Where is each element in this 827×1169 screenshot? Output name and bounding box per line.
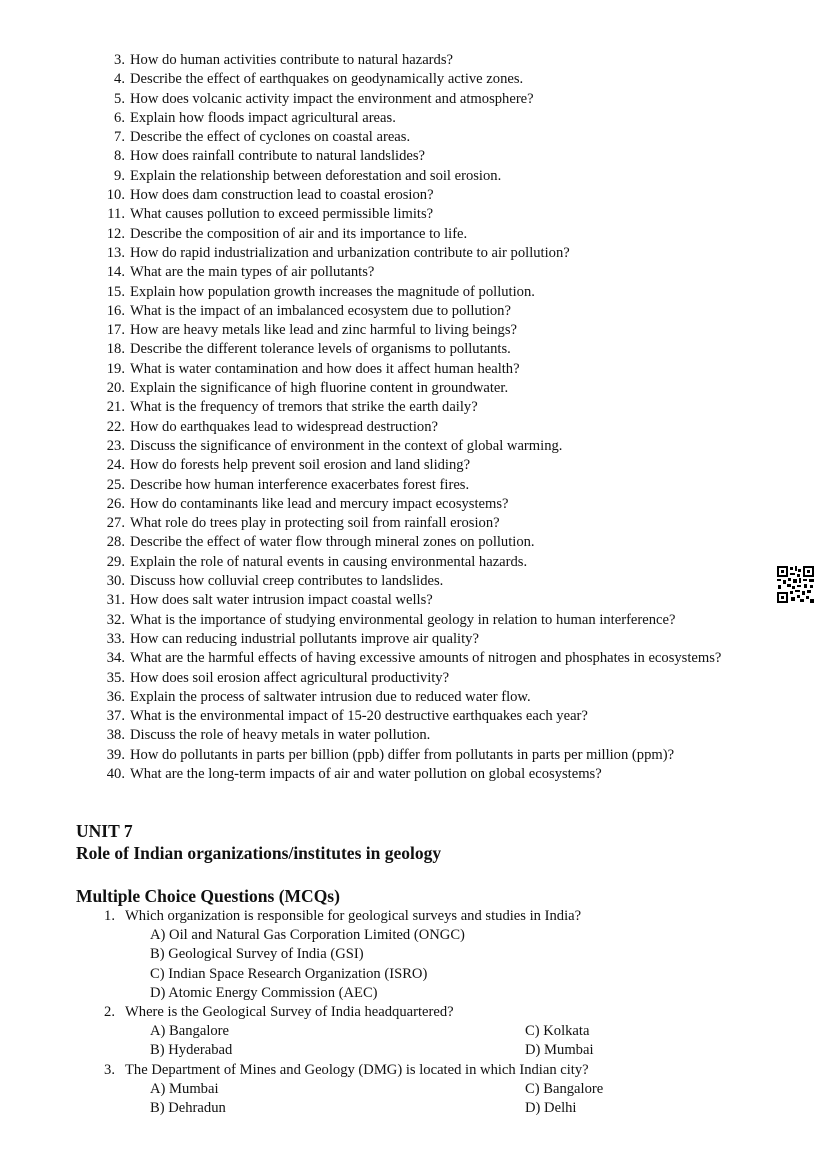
mcq-option: B) Geological Survey of India (GSI) [150,946,364,963]
question-text: How does soil erosion affect agricultural productivity? [130,669,450,686]
question-number: 19. [106,360,125,377]
mcq-number: 3. [104,1061,115,1078]
qr-code-icon [776,565,815,604]
question-number: 13. [106,244,125,261]
question-number: 23. [106,437,125,454]
mcq-option: B) Hyderabad [150,1042,233,1059]
question-item [94,186,794,205]
question-number: 26. [106,495,125,512]
question-number: 16. [106,302,125,319]
mcq-option: D) Delhi [525,1100,577,1117]
question-item [94,533,794,552]
question-number: 6. [114,109,125,126]
mcq-option: C) Indian Space Research Organization (ISRO) [150,965,428,982]
question-text: Explain the relationship between deforestation and soil erosion. [130,167,502,184]
question-text: What is water contamination and how does it affect human health? [130,360,520,377]
question-number: 4. [114,71,125,88]
question-item [94,283,794,302]
question-text: What is the impact of an imbalanced ecosystem due to pollution? [130,302,511,319]
mcq-number: 1. [104,908,115,924]
mcq-question: Which organization is responsible for geological surveys and studies in India? [125,908,582,924]
question-number: 29. [106,553,125,570]
question-number: 8. [114,148,125,165]
question-text: How are heavy metals like lead and zinc harmful to living beings? [130,322,518,339]
question-text: What are the harmful effects of having excessive amounts of nitrogen and phosphates in ecosystems? [130,650,722,667]
question-number: 3. [114,52,125,68]
question-item [94,225,794,244]
question-number: 24. [106,457,125,474]
question-text: Describe the composition of air and its importance to life. [130,225,468,242]
question-text: How do contaminants like lead and mercury impact ecosystems? [130,495,509,512]
question-text: Describe the effect of earthquakes on geodynamically active zones. [130,71,524,88]
question-text: How do forests help prevent soil erosion and land sliding? [130,457,471,474]
question-text: How do human activities contribute to natural hazards? [130,52,453,68]
question-item [94,456,794,475]
question-item [94,360,794,379]
question-text: Discuss how colluvial creep contributes to landslides. [130,573,444,590]
question-item [94,707,794,726]
mcq-question: Where is the Geological Survey of India headquartered? [125,1004,454,1021]
question-number: 11. [107,206,125,223]
question-item [94,205,794,224]
question-item [94,591,794,610]
question-number: 9. [114,167,125,184]
mcq-heading: Multiple Choice Questions (MCQs) [76,886,340,906]
mcq-option: C) Bangalore [525,1080,604,1097]
unit-subtitle: Role of Indian organizations/institutes in geology [76,843,442,863]
mcq-question: The Department of Mines and Geology (DMG) is located in which Indian city? [125,1061,589,1078]
question-item [94,90,794,109]
question-number: 33. [106,630,125,647]
question-text: Explain the significance of high fluorine content in groundwater. [130,380,509,397]
question-item [94,244,794,263]
question-item [94,669,794,688]
question-number: 5. [114,90,125,107]
mcq-item [94,907,794,1003]
question-item [94,611,794,630]
question-item [94,379,794,398]
question-number: 10. [106,187,125,204]
mcq-option: A) Oil and Natural Gas Corporation Limited (ONGC) [150,927,465,944]
question-number: 12. [106,225,125,242]
question-item [94,437,794,456]
question-text: Discuss the role of heavy metals in water pollution. [130,727,431,744]
question-number: 37. [106,708,125,725]
question-text: How do rapid industrialization and urbanization contribute to air pollution? [130,244,570,261]
question-item [94,726,794,745]
question-number: 27. [106,515,125,532]
unit-header [76,820,441,864]
question-text: What is the importance of studying environmental geology in relation to human interference? [130,611,676,628]
question-number: 38. [106,727,125,744]
mcq-option: A) Mumbai [150,1080,219,1097]
question-item [94,630,794,649]
mcq-option: D) Atomic Energy Commission (AEC) [150,984,378,1001]
question-item [94,514,794,533]
question-text: Describe the effect of water flow through mineral zones on pollution. [130,534,535,551]
question-text: Explain how floods impact agricultural areas. [130,109,396,126]
question-item [94,51,794,70]
question-item [94,553,794,572]
question-number: 21. [106,399,125,416]
question-number: 40. [106,765,125,782]
question-item [94,495,794,514]
question-text: Discuss the significance of environment in the context of global warming. [130,437,563,454]
question-number: 28. [106,534,125,551]
mcq-list [94,907,794,1118]
question-number: 17. [106,322,125,339]
question-item [94,167,794,186]
question-item [94,147,794,166]
question-item [94,398,794,417]
question-text: How does rainfall contribute to natural landslides? [130,148,426,165]
question-text: How can reducing industrial pollutants improve air quality? [130,630,479,647]
mcq-option: B) Dehradun [150,1100,226,1117]
question-text: How do earthquakes lead to widespread destruction? [130,418,438,435]
question-item [94,572,794,591]
question-text: What causes pollution to exceed permissible limits? [130,206,434,223]
question-item [94,746,794,765]
question-number: 31. [106,592,125,609]
question-item [94,765,794,784]
question-number: 22. [106,418,125,435]
question-item [94,109,794,128]
mcq-option: C) Kolkata [525,1023,590,1040]
question-item [94,70,794,89]
question-text: What role do trees play in protecting soil from rainfall erosion? [130,515,500,532]
question-text: Explain the process of saltwater intrusion due to reduced water flow. [130,688,531,705]
question-text: Describe the different tolerance levels of organisms to pollutants. [130,341,511,358]
question-text: What are the long-term impacts of air and water pollution on global ecosystems? [130,765,602,782]
question-number: 14. [106,264,125,281]
question-text: What are the main types of air pollutants? [130,264,375,281]
question-number: 36. [106,688,125,705]
mcq-item [94,1061,794,1119]
question-number: 32. [106,611,125,628]
question-number: 30. [106,573,125,590]
mcq-number: 2. [104,1004,115,1021]
question-text: Explain the role of natural events in causing environmental hazards. [130,553,528,570]
question-text: What is the environmental impact of 15-20 destructive earthquakes each year? [130,708,588,725]
question-text: What is the frequency of tremors that strike the earth daily? [130,399,478,416]
question-number: 34. [106,650,125,667]
question-item [94,128,794,147]
question-item [94,263,794,282]
question-number: 20. [106,380,125,397]
question-text: Describe the effect of cyclones on coastal areas. [130,129,411,146]
question-number: 7. [114,129,125,146]
question-number: 15. [106,283,125,300]
question-number: 39. [106,746,125,763]
question-item [94,688,794,707]
question-text: How do pollutants in parts per billion (ppb) differ from pollutants in parts per million (ppm)? [130,746,675,763]
question-item [94,321,794,340]
question-text: How does salt water intrusion impact coastal wells? [130,592,433,609]
question-text: How does volcanic activity impact the environment and atmosphere? [130,90,534,107]
question-number: 25. [106,476,125,493]
question-item [94,302,794,321]
unit-title: UNIT 7 [76,821,133,841]
question-text: How does dam construction lead to coastal erosion? [130,187,434,204]
question-number: 18. [106,341,125,358]
question-number: 35. [106,669,125,686]
question-item [94,418,794,437]
mcq-item [94,1003,794,1061]
question-text: Describe how human interference exacerbates forest fires. [130,476,470,493]
question-item [94,340,794,359]
question-item [94,476,794,495]
mcq-option: A) Bangalore [150,1023,230,1040]
question-item [94,649,794,668]
question-text: Explain how population growth increases the magnitude of pollution. [130,283,535,300]
mcq-option: D) Mumbai [525,1042,594,1059]
question-list [94,51,794,784]
